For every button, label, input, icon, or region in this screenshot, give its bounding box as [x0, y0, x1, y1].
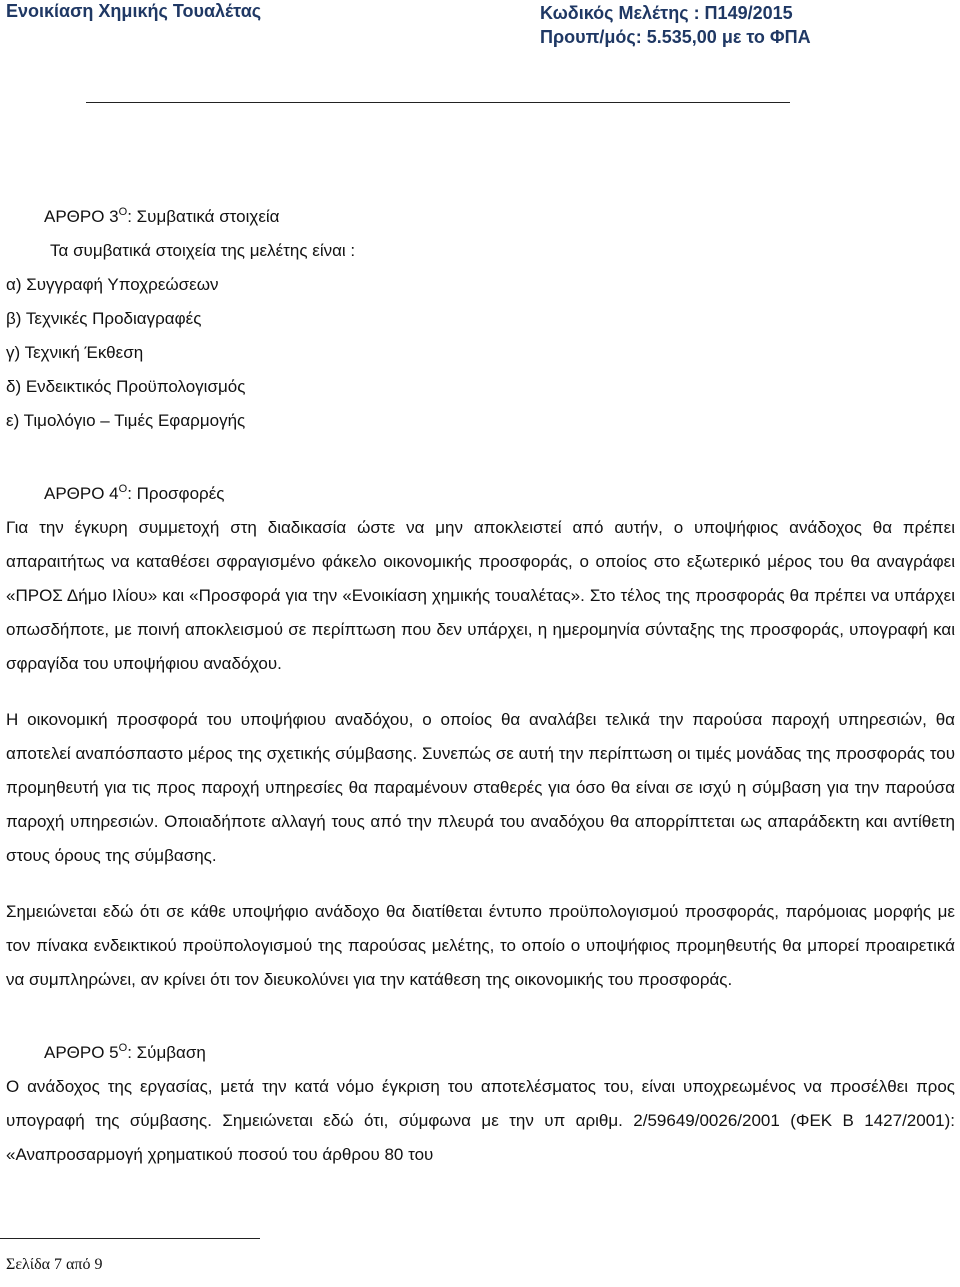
article3-heading [0, 195, 955, 234]
article5-heading [0, 1031, 955, 1070]
spacer [0, 438, 955, 472]
article3-label: ΑΡΘΡΟ 3 [44, 207, 119, 226]
spacer [0, 997, 955, 1031]
list-item: γ) Τεχνική Έκθεση [6, 343, 144, 362]
article5-paragraph-1: Ο ανάδοχος της εργασίας, μετά την κατά νόμο έγκριση του αποτελέσματος του, είναι υποχρεωμένος να προσέλθει προς υπογραφή της σύμβασης. Σημειώνεται εδώ ότι, σύμφωνα με την υπ αριθμ. 2/59649/0026/2001 (ΦΕΚ Β 1427/2001): «Αναπροσαρμογή χρηματικού ποσού του άρθρου 80 του [6, 1077, 955, 1164]
article5-title: : Σύμβαση [127, 1043, 206, 1062]
spacer [0, 681, 955, 703]
list-item: δ) Ενδεικτικός Προϋπολογισμός [6, 377, 246, 396]
header-meta [540, 1, 811, 49]
article4-paragraph-1: Για την έγκυρη συμμετοχή στη διαδικασία ώστε να μην αποκλειστεί από αυτήν, ο υποψήφιος ανάδοχος θα πρέπει απαραιτήτως να καταθέσει σφραγισμένο φάκελο οικονομικής προσφοράς, ο οποίος στο εξωτερικό μέρος του θα αναγράφει «ΠΡΟΣ Δήμο Ιλίου» και «Προσφορά για την «Ενοικίαση χημικής τουαλέτας». Στο τέλος της προσφοράς θα πρέπει να υπάρχει οπωσδήποτε, με ποινή αποκλεισμού σε περίπτωση που δεν υπάρχει, η ημερομηνία σύνταξης της προσφοράς, υπογραφή και σφραγίδα του υποψήφιου αναδόχου. [6, 518, 955, 673]
study-code: Κωδικός Μελέτης : Π149/2015 [540, 3, 793, 23]
article3-title: : Συμβατικά στοιχεία [127, 207, 280, 226]
article4-paragraph-3: Σημειώνεται εδώ ότι σε κάθε υποψήφιο ανάδοχο θα διατίθεται έντυπο προϋπολογισμού προσφοράς, παρόμοιας μορφής με τον πίνακα ενδεικτικού προϋπολογισμού της παρούσας μελέτης, το οποίο ο υποψήφιος προμηθευτής θα μπορεί προαιρετικά να συμπληρώνει, αν κρίνει ότι τον διευκολύνει για την κατάθεση της οικονομικής του προσφοράς. [6, 902, 955, 989]
spacer [0, 873, 955, 895]
document-title: Ενοικίαση Χημικής Τουαλέτας [6, 1, 262, 21]
list-item: ε) Τιμολόγιο – Τιμές Εφαρμογής [6, 411, 246, 430]
page-number: Σελίδα 7 από 9 [6, 1256, 103, 1273]
article3-intro: Τα συμβατικά στοιχεία της μελέτης είναι : [50, 241, 356, 260]
article3-sup: Ο [118, 206, 128, 218]
article4-label: ΑΡΘΡΟ 4 [44, 484, 119, 503]
document-body [0, 195, 955, 1172]
article4-sup: Ο [118, 483, 128, 495]
header-rule [86, 102, 790, 103]
article4-heading [0, 472, 955, 511]
article5-label: ΑΡΘΡΟ 5 [44, 1043, 119, 1062]
article4-paragraph-2: Η οικονομική προσφορά του υποψήφιου αναδόχου, ο οποίος θα αναλάβει τελικά την παρούσα παροχή υπηρεσιών, θα αποτελεί αναπόσπαστο μέρος της σχετικής σύμβασης. Συνεπώς σε αυτή την περίπτωση οι τιμές μονάδας της προσφοράς του προμηθευτή για τις προς παροχή υπηρεσίες θα παραμένουν σταθερές για όσο θα είναι σε ισχύ η σύμβαση για την παρούσα παροχή υπηρεσιών. Οποιαδήποτε αλλαγή τους από την πλευρά του αναδόχου θα απορρίπτεται ως απαράδεκτη και αντίθετη στους όρους της σύμβασης. [6, 710, 955, 865]
article5-sup: Ο [118, 1042, 128, 1054]
list-item: α) Συγγραφή Υποχρεώσεων [6, 275, 219, 294]
article4-title: : Προσφορές [127, 484, 225, 503]
budget: Προυπ/μός: 5.535,00 με το ΦΠΑ [540, 27, 811, 47]
footer-rule [0, 1238, 260, 1239]
page-header [0, 0, 960, 100]
list-item: β) Τεχνικές Προδιαγραφές [6, 309, 202, 328]
